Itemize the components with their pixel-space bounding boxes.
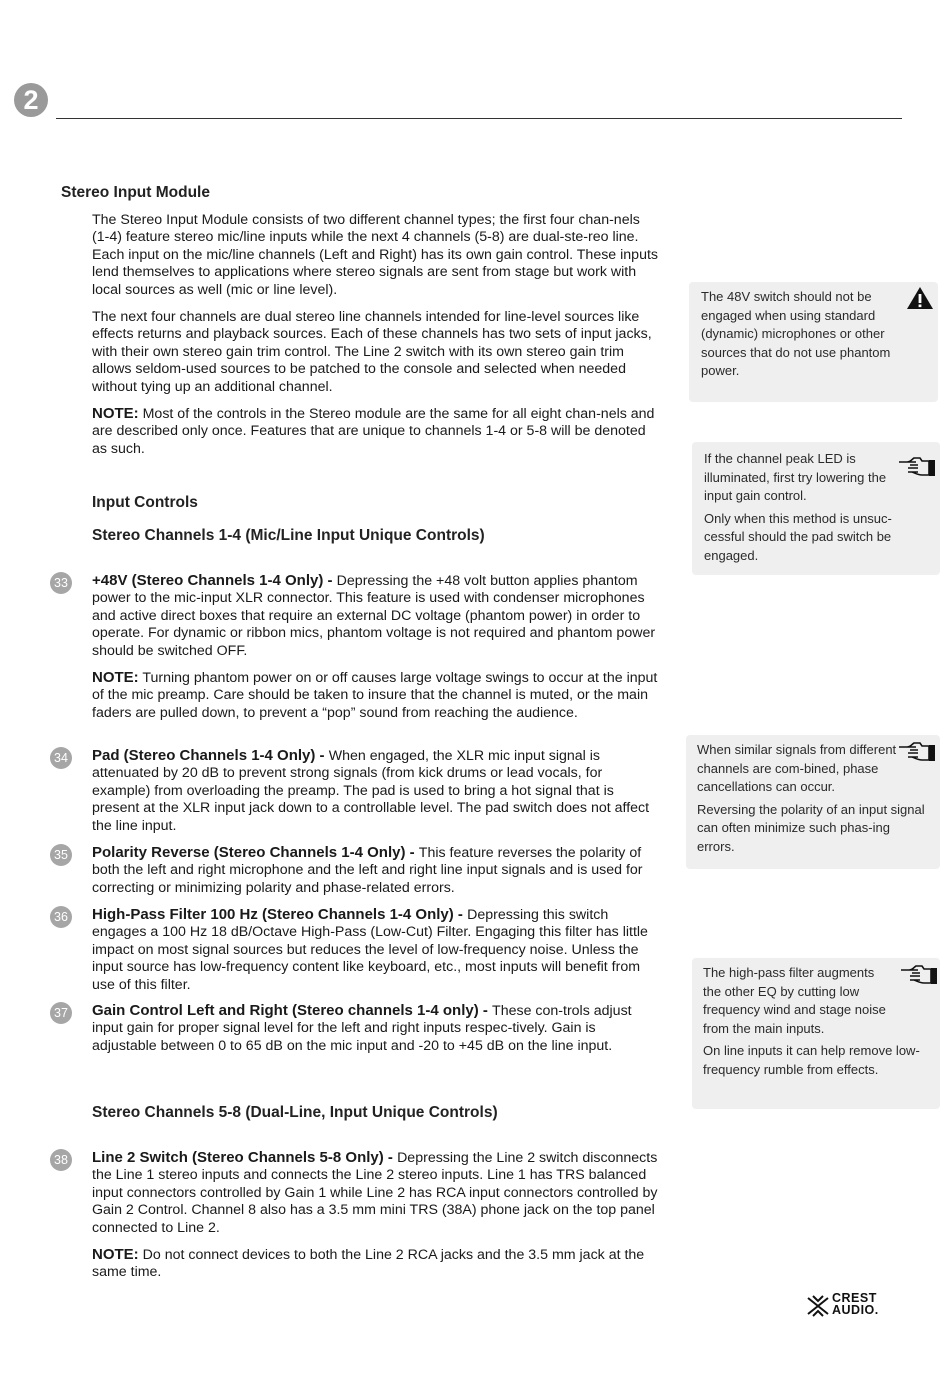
item-number-badge: 36	[50, 906, 72, 928]
item-text: This feature reverses the polarity of both the left and right microphone and the left and right line input signals and is used for correcting or minimizing polarity and phase-related errors.	[92, 845, 643, 896]
item-text: Depressing the Line 2 switch disconnects the Line 1 stereo inputs and connects the Line 2 stereo inputs. Line 1 has TRS balanced input connectors controlled by Gain 1 while Line 2 has RCA input connectors controlled by Gain 2 Control. Channel 8 also has a 3.5 mm mini TRS (38A) phone jack on the top panel connected to Line 2.	[92, 1150, 658, 1236]
item-number-badge: 34	[50, 747, 72, 769]
item-title: Gain Control Left and Right (Stereo channels 1-4 only) -	[92, 1002, 493, 1019]
item-pad	[92, 747, 658, 835]
note-text: Turning phantom power on or off causes large voltage swings to occur at the input of the mic preamp. Care should be taken to insure that the channel is muted, or the main faders are pulled down, to prevent a “pop” sound from reaching the audience.	[92, 670, 658, 721]
logo-text-line2: AUDIO.	[832, 1303, 879, 1317]
note-label: NOTE:	[92, 1246, 139, 1263]
channels-1-4-heading: Stereo Channels 1-4 (Mic/Line Input Unique Controls)	[92, 527, 485, 544]
item-number-badge: 38	[50, 1149, 72, 1171]
sidebar-note-text: On line inputs it can help remove low-frequency rumble from effects.	[703, 1043, 920, 1077]
item-hpf	[92, 906, 658, 994]
item-line2	[92, 1149, 658, 1237]
pointing-hand-icon	[900, 964, 938, 986]
note-text: Do not connect devices to both the Line 2 RCA jacks and the 3.5 mm jack at the same time.	[92, 1247, 645, 1281]
sidebar-note-text: Reversing the polarity of an input signal can often minimize such phas-ing errors.	[697, 801, 925, 854]
item-text: When engaged, the XLR mic input signal is attenuated by 20 dB to prevent strong signals (from kick drums or lead vocals, for example) from overloading the preamp. The pad is used to bring a hot signal that is present at the XLR input jack down to a controllable level. The pad switch does not affect the line input.	[92, 748, 650, 834]
pointing-hand-icon	[898, 741, 936, 763]
chapter-number-badge: 2	[14, 83, 48, 117]
logo-text-line1: CREST	[832, 1291, 877, 1305]
sidebar-note-peak-led	[692, 442, 940, 575]
note-paragraph-1	[92, 405, 658, 458]
item-gain	[92, 1002, 658, 1055]
sidebar-note-text: When similar signals from different channels are com-bined, phase cancellations can occur.	[697, 742, 897, 795]
item-polarity	[92, 844, 658, 897]
sidebar-note-text: If the channel peak LED is illuminated, first try lowering the input gain control.	[704, 451, 887, 504]
channels-5-8-heading: Stereo Channels 5-8 (Dual-Line, Input Unique Controls)	[92, 1104, 498, 1121]
section-title: Stereo Input Module	[61, 184, 210, 201]
note-label: NOTE:	[92, 405, 139, 422]
item-title: Polarity Reverse (Stereo Channels 1-4 Only) -	[92, 844, 419, 861]
pointing-hand-icon	[898, 456, 936, 478]
sidebar-note-hpf	[692, 958, 940, 1109]
item-title: Pad (Stereo Channels 1-4 Only) -	[92, 747, 329, 764]
intro-paragraph-1: The Stereo Input Module consists of two different channel types; the first four chan-nels (1-4) feature stereo mic/line inputs while the next 4 channels (5-8) are dual-ste-reo line. Each input on the mic/line channels (Left and Right) has its own gain control. These inputs lend themselves to applications where stereo signals are sent from stage but work with local sources as well (mic or line level).	[92, 212, 658, 298]
item-48v	[92, 572, 658, 660]
item-number-badge: 33	[50, 572, 72, 594]
item-number-badge: 35	[50, 844, 72, 866]
sidebar-note-48v	[689, 282, 938, 402]
input-controls-heading: Input Controls	[92, 494, 198, 511]
note-text: Most of the controls in the Stereo module are the same for all eight chan-nels and are described only once. Features that are unique to channels 1-4 or 5-8 will be denoted as such.	[92, 406, 655, 457]
item-title: +48V (Stereo Channels 1-4 Only) -	[92, 572, 337, 589]
item-text: Depressing this switch engages a 100 Hz 18 dB/Octave High-Pass (Low-Cut) Filter. Engaging this filter has little impact on most signal sources but reduces the level of low-frequency noise. Unless the input source has low-frequency content like keyboard, etc., most inputs will benefit from use of this filter.	[92, 907, 648, 993]
intro-paragraph-2: The next four channels are dual stereo line channels intended for line-level sources like effects returns and playback sources. Each of these channels has two sets of input jacks, with their own stereo gain trim control. The Line 2 switch with its own stereo gain trim allows seldom-used sources to be patched to the console and selected when needed without tying up an additional channel.	[92, 309, 652, 395]
sidebar-note-phase	[686, 735, 940, 869]
sidebar-note-text: Only when this method is unsuc-cessful should the pad switch be engaged.	[704, 510, 892, 563]
note-paragraph-3	[92, 1246, 658, 1282]
sidebar-note-text: The high-pass filter augments the other EQ by cutting low frequency wind and stage noise from the main inputs.	[703, 965, 886, 1036]
sidebar-note-text: The 48V switch should not be engaged when using standard (dynamic) microphones or other sources that do not use phantom power.	[701, 289, 891, 379]
crest-audio-logo	[806, 1292, 904, 1320]
item-text: Depressing the +48 volt button applies phantom power to the mic-input XLR connector. This feature is used with condenser microphones and active direct boxes that require an external DC voltage (phantom power) in order to operate. For dynamic or ribbon mics, phantom voltage is not required and phantom power should be switched OFF.	[92, 573, 656, 659]
item-title: High-Pass Filter 100 Hz (Stereo Channels 1-4 Only) -	[92, 906, 468, 923]
header-rule	[56, 118, 902, 119]
note-label: NOTE:	[92, 669, 139, 686]
item-text: These con-trols adjust input gain for proper signal level for the left and right inputs respec-tively. Gain is adjustable between 0 to 65 dB on the mic input and -20 to +45 dB on the line input.	[92, 1003, 632, 1054]
item-title: Line 2 Switch (Stereo Channels 5-8 Only) -	[92, 1149, 398, 1166]
warning-triangle-icon	[906, 286, 934, 310]
crest-audio-logo-icon	[806, 1294, 830, 1318]
note-paragraph-2	[92, 669, 658, 722]
item-number-badge: 37	[50, 1002, 72, 1024]
